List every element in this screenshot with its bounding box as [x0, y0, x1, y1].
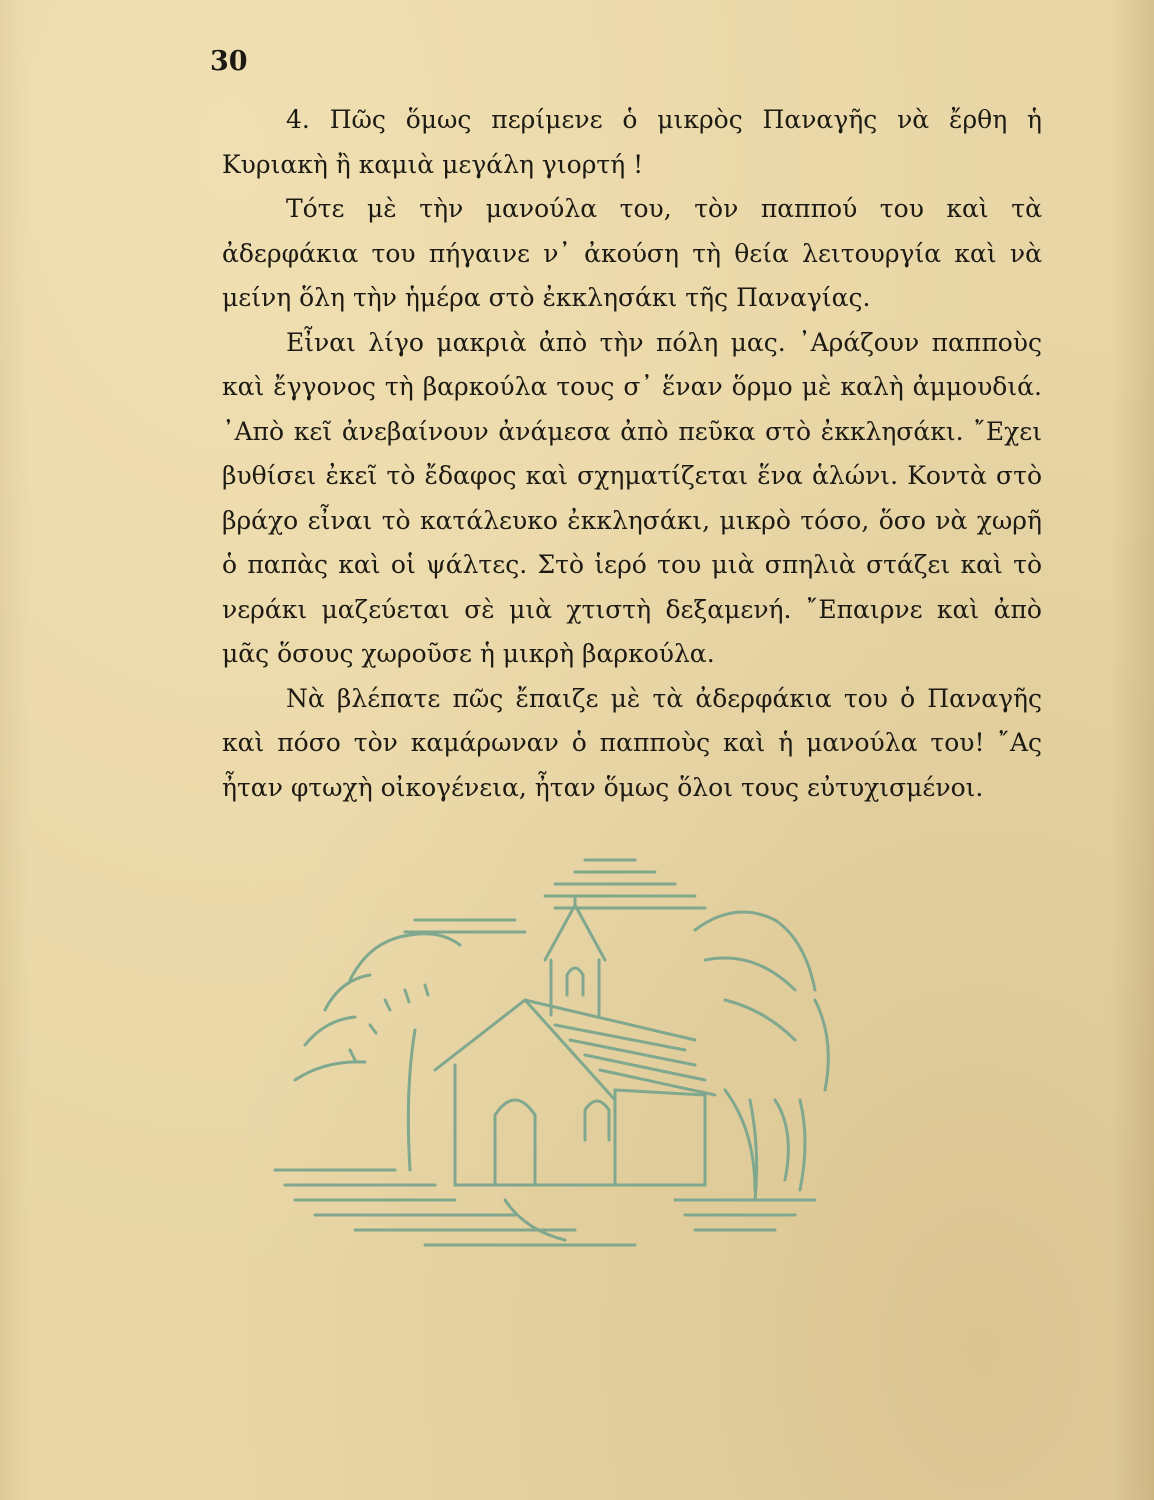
chapel-illustration [255, 840, 855, 1260]
sky-hatching [405, 860, 705, 932]
paragraph-3: Εἶναι λίγο μακριὰ ἀπὸ τὴν πόλη μας. ᾿Αράζουν παπποὺς καὶ ἔγγονος τὴ βαρκούλα τους σ᾿ ἕναν ὅρμο μὲ καλὴ ἀμμουδιά. ᾿Απὸ κεῖ ἀνεβαίνουν ἀνάμεσα ἀπὸ πεῦκα στὸ ἐκκλησάκι. ῎Εχει βυθίσει ἐκεῖ τὸ ἔδαφος καὶ σχηματίζεται ἕνα ἁλώνι. Κοντὰ στὸ βράχο εἶναι τὸ κατάλευκο ἐκκλησάκι, μικρὸ τόσο, ὅσο νὰ χωρῆ ὁ παπὰς καὶ οἱ ψάλτες. Στὸ ἱερό του μιὰ σπηλιὰ στάζει καὶ τὸ νεράκι μαζεύεται σὲ μιὰ χτιστὴ δεξαμενή. ῎Επαιρνε καὶ ἀπὸ μᾶς ὅσους χωροῦσε ἡ μικρὴ βαρκούλα. [222, 327, 1042, 668]
right-bushes [695, 912, 828, 1200]
chapel-roof [435, 1000, 715, 1100]
chapel-walls [455, 1065, 705, 1185]
page-number: 30 [210, 46, 248, 77]
paragraph-1: 4. Πῶς ὅμως περίμενε ὁ μικρὸς Παναγῆς νὰ ἔρθη ἡ Κυριακὴ ἢ καμιὰ μεγάλη γιορτή ! [222, 105, 1042, 179]
left-trees [295, 934, 460, 1170]
paragraph-2: Τότε μὲ τὴν μανούλα του, τὸν παππού του καὶ τὰ ἀδερφάκια του πήγαινε ν᾿ ἀκούση τὴ θεία λειτουργία καὶ νὰ μείνη ὅλη τὴν ἡμέρα στὸ ἐκκλησάκι τῆς Παναγίας. [222, 194, 1042, 312]
bell-tower [545, 898, 605, 1015]
text-body [222, 98, 1042, 810]
ground [275, 1170, 815, 1245]
paragraph-4: Νὰ βλέπατε πῶς ἔπαιζε μὲ τὰ ἀδερφάκια του ὁ Παναγῆς καὶ πόσο τὸν καμάρωναν ὁ παπποὺς καὶ ἡ μανούλα του! ῎Ας ἦταν φτωχὴ οἰκογένεια, ἦταν ὅμως ὅλοι τους εὐτυχισμένοι. [222, 683, 1042, 802]
